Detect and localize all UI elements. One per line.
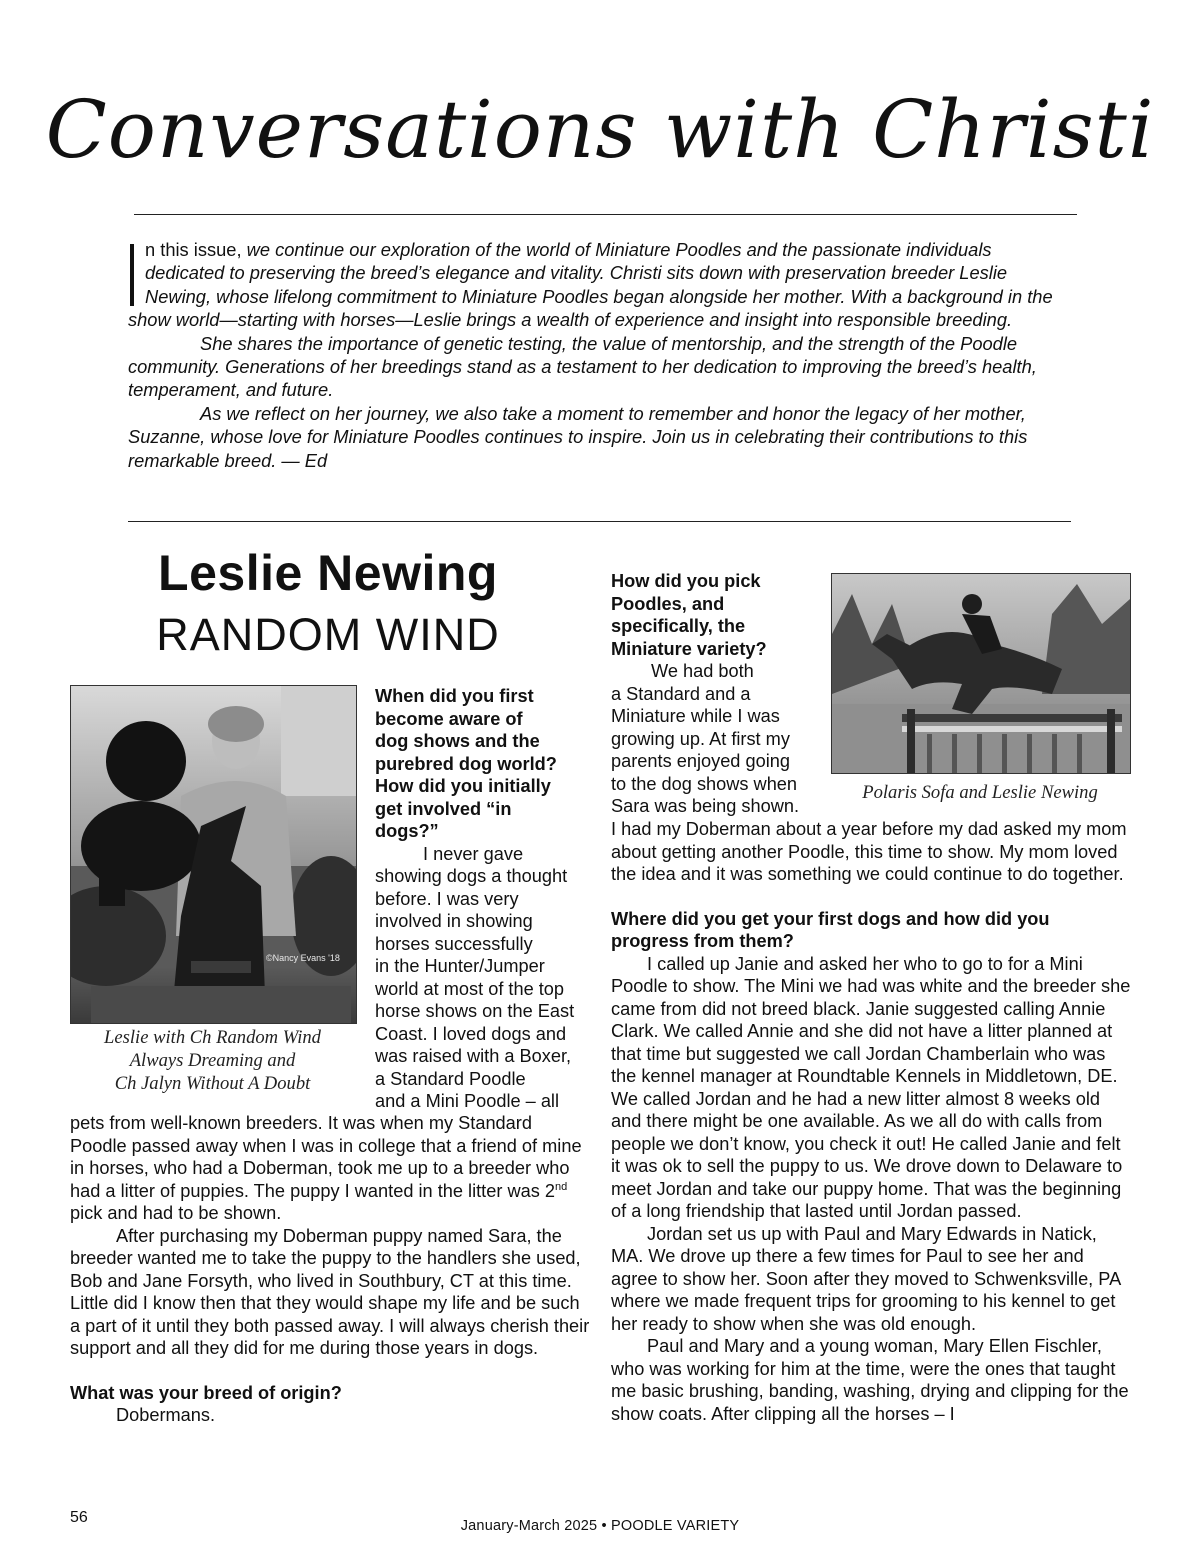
q1-narrow-block <box>375 685 590 1113</box>
q3-question-line: specifically, the <box>611 616 746 636</box>
q3-answer-line: Sara was being shown. <box>611 796 800 816</box>
q1-answer-text-end: pick and had to be shown. <box>70 1203 282 1223</box>
q1-answer-line: showing dogs a thought <box>375 866 568 886</box>
q1-question-line: When did you first <box>375 686 534 706</box>
kennel-name: RANDOM WIND <box>156 609 500 660</box>
q4-question: Where did you get your first dogs and how did you progress from them? <box>611 908 1050 951</box>
q1-question-line: purebred dog world? <box>375 753 557 774</box>
q1-answer-line: horses successfully <box>375 933 533 954</box>
editor-intro <box>128 238 1073 472</box>
intro-lead: n this issue, <box>145 239 242 260</box>
q1-question-line: dog shows and the <box>375 731 540 751</box>
q3-answer-line: to the dog shows when <box>611 773 798 794</box>
q3-answer-continued: I had my Doberman about a year before my dad asked my mom about getting another Poodle, this time to show. My mom loved the idea and it was something we could continue to do together. <box>611 819 1127 884</box>
photo-leslie-with-dogs <box>70 685 357 1024</box>
q3-answer-narrow <box>611 660 821 818</box>
q1-answer-line: before. I was very <box>375 888 519 909</box>
q3-answer-line: Miniature while I was <box>611 706 780 726</box>
interviewee-name: Leslie Newing <box>158 545 498 601</box>
q1-answer-paragraph-2: After purchasing my Doberman puppy named Sara, the breeder wanted me to take the puppy to the handlers she used, Bob and Jane Forsyth, who lived in Southbury, CT at this time. Little did I know then that they would shape my life and be such a part of it until they both passed away. I will always cherish their support and all they did for me during those years in dogs. <box>70 1225 590 1358</box>
photo1-caption-line: Always Dreaming and <box>129 1050 296 1071</box>
q1-answer-line: I never gave <box>423 843 524 864</box>
q1-question-line: get involved “in <box>375 798 512 819</box>
q1-answer-line: horse shows on the East <box>375 1001 575 1021</box>
q3-question-line: Poodles, and <box>611 593 725 614</box>
top-divider <box>134 214 1077 215</box>
photo2-caption: Polaris Sofa and Leslie Newing <box>862 782 1098 803</box>
intro-paragraph-3: As we reflect on her journey, we also take a moment to remember and honor the legacy of her mother, Suzanne, whose love for Miniature Poodles continues to inspire. Join us in celebrating their contributions to this remarkable breed. — Ed <box>128 402 1028 471</box>
q2-answer: Dobermans. <box>116 1405 216 1425</box>
page-number: 56 <box>70 1509 88 1526</box>
photo-horse-jumping <box>831 573 1131 774</box>
intro-paragraph-1 <box>128 238 1073 332</box>
left-column-wide <box>70 1112 590 1427</box>
photo-leslie-with-dogs-image <box>71 686 356 1023</box>
intro-p1-text: we continue our exploration of the world of Miniature Poodles and the passionate individuals dedicated to preserving the breed’s elegance and vitality. Christi sits down with preservation breeder Leslie Newing, whose lifelong commitment to Miniature Poodles began alongside her mother. With a background in the show world—starting with horses—Leslie brings a wealth of experience and insight into responsible breeding. <box>128 239 1053 331</box>
q3-narrow-block <box>611 570 821 818</box>
q3-question <box>611 570 821 660</box>
issue-footer: January-March 2025 • POODLE VARIETY <box>460 1518 740 1534</box>
photo1-caption-line: Ch Jalyn Without A Doubt <box>114 1073 311 1094</box>
q3-answer-line: We had both <box>651 661 754 681</box>
q1-question <box>375 685 590 843</box>
intro-divider <box>128 521 1071 522</box>
photo1-caption <box>70 1026 355 1095</box>
q1-answer-text: pets from well-known breeders. It was when my Standard Poodle passed away when I was in college that a friend of mine in horses, who had a Doberman, took me up to a breeder who had a litter of puppies. The puppy I wanted in the litter was 2 <box>70 1113 582 1201</box>
photo-credit: ©Nancy Evans '18 <box>266 953 340 963</box>
drop-cap-i <box>130 244 134 306</box>
q1-answer-line: involved in showing <box>375 911 533 931</box>
q3-question-line: How did you pick <box>611 571 761 591</box>
q1-answer-line: was raised with a Boxer, <box>375 1046 572 1066</box>
q1-answer-narrow <box>375 843 590 1113</box>
q4-answer-paragraph-1: I called up Janie and asked her who to go to for a Mini Poodle to show. The Mini we had was white and the breeder she came from did not breed black. Janie suggested calling Annie Clark. We called Annie and she did not have a litter planned at that time but suggested we call Jordan Chamberlain who was the kennel manager at Roundtable Kennels in Middletown, DE. We called Jordan and he had a new litter almost 8 weeks old and there might be one available. As we all do with calls from people we don’t know, you check it out! He called Janie and felt it was ok to sell the puppy to us. We drove down to Delaware to meet Jordan and take our puppy home. That was the beginning of a long friendship that lasted until Jordan passed. <box>611 953 1131 1221</box>
q3-question-line: Miniature variety? <box>611 638 767 659</box>
masthead-title: Conversations with Christi <box>45 83 1155 176</box>
q1-answer-line: and a Mini Poodle – all <box>375 1091 560 1111</box>
intro-paragraph-2: She shares the importance of genetic testing, the value of mentorship, and the strength of the Poodle community. Generations of her breedings stand as a testament to her dedication to improving the breed’s health, temperament, and future. <box>128 332 1037 401</box>
photo-horse-jumping-image <box>832 574 1130 773</box>
q1-answer-continued <box>70 1112 590 1225</box>
q4-answer-paragraph-2: Jordan set us up with Paul and Mary Edwards in Natick, MA. We drove up there a few times for Paul to see her and agree to show her. Soon after they moved to Schwenksville, PA where we made frequent trips for grooming to his kennel to get her ready to show when she was old enough. <box>611 1223 1121 1334</box>
q1-answer-line: a Standard Poodle <box>375 1068 526 1089</box>
photo1-caption-line: Leslie with Ch Random Wind <box>104 1027 321 1048</box>
right-column-wide <box>611 818 1131 1425</box>
ordinal-suffix: nd <box>554 1180 568 1193</box>
q1-answer-line: in the Hunter/Jumper <box>375 956 545 976</box>
q1-question-line: How did you initially <box>375 776 551 796</box>
q1-question-line: become aware of <box>375 708 523 729</box>
q1-answer-line: Coast. I loved dogs and <box>375 1023 567 1044</box>
q1-question-line: dogs?” <box>375 821 439 841</box>
q2-question: What was your breed of origin? <box>70 1382 342 1403</box>
q3-answer-line: a Standard and a <box>611 683 751 704</box>
q4-answer-paragraph-3: Paul and Mary and a young woman, Mary Ellen Fischler, who was working for him at the time, were the ones that taught me basic brushing, banding, washing, drying and clipping for the show coats. After clipping all the horses – I <box>611 1336 1129 1424</box>
q3-answer-line: parents enjoyed going <box>611 751 790 771</box>
q1-answer-line: world at most of the top <box>375 978 565 999</box>
q3-answer-line: growing up. At first my <box>611 728 790 749</box>
